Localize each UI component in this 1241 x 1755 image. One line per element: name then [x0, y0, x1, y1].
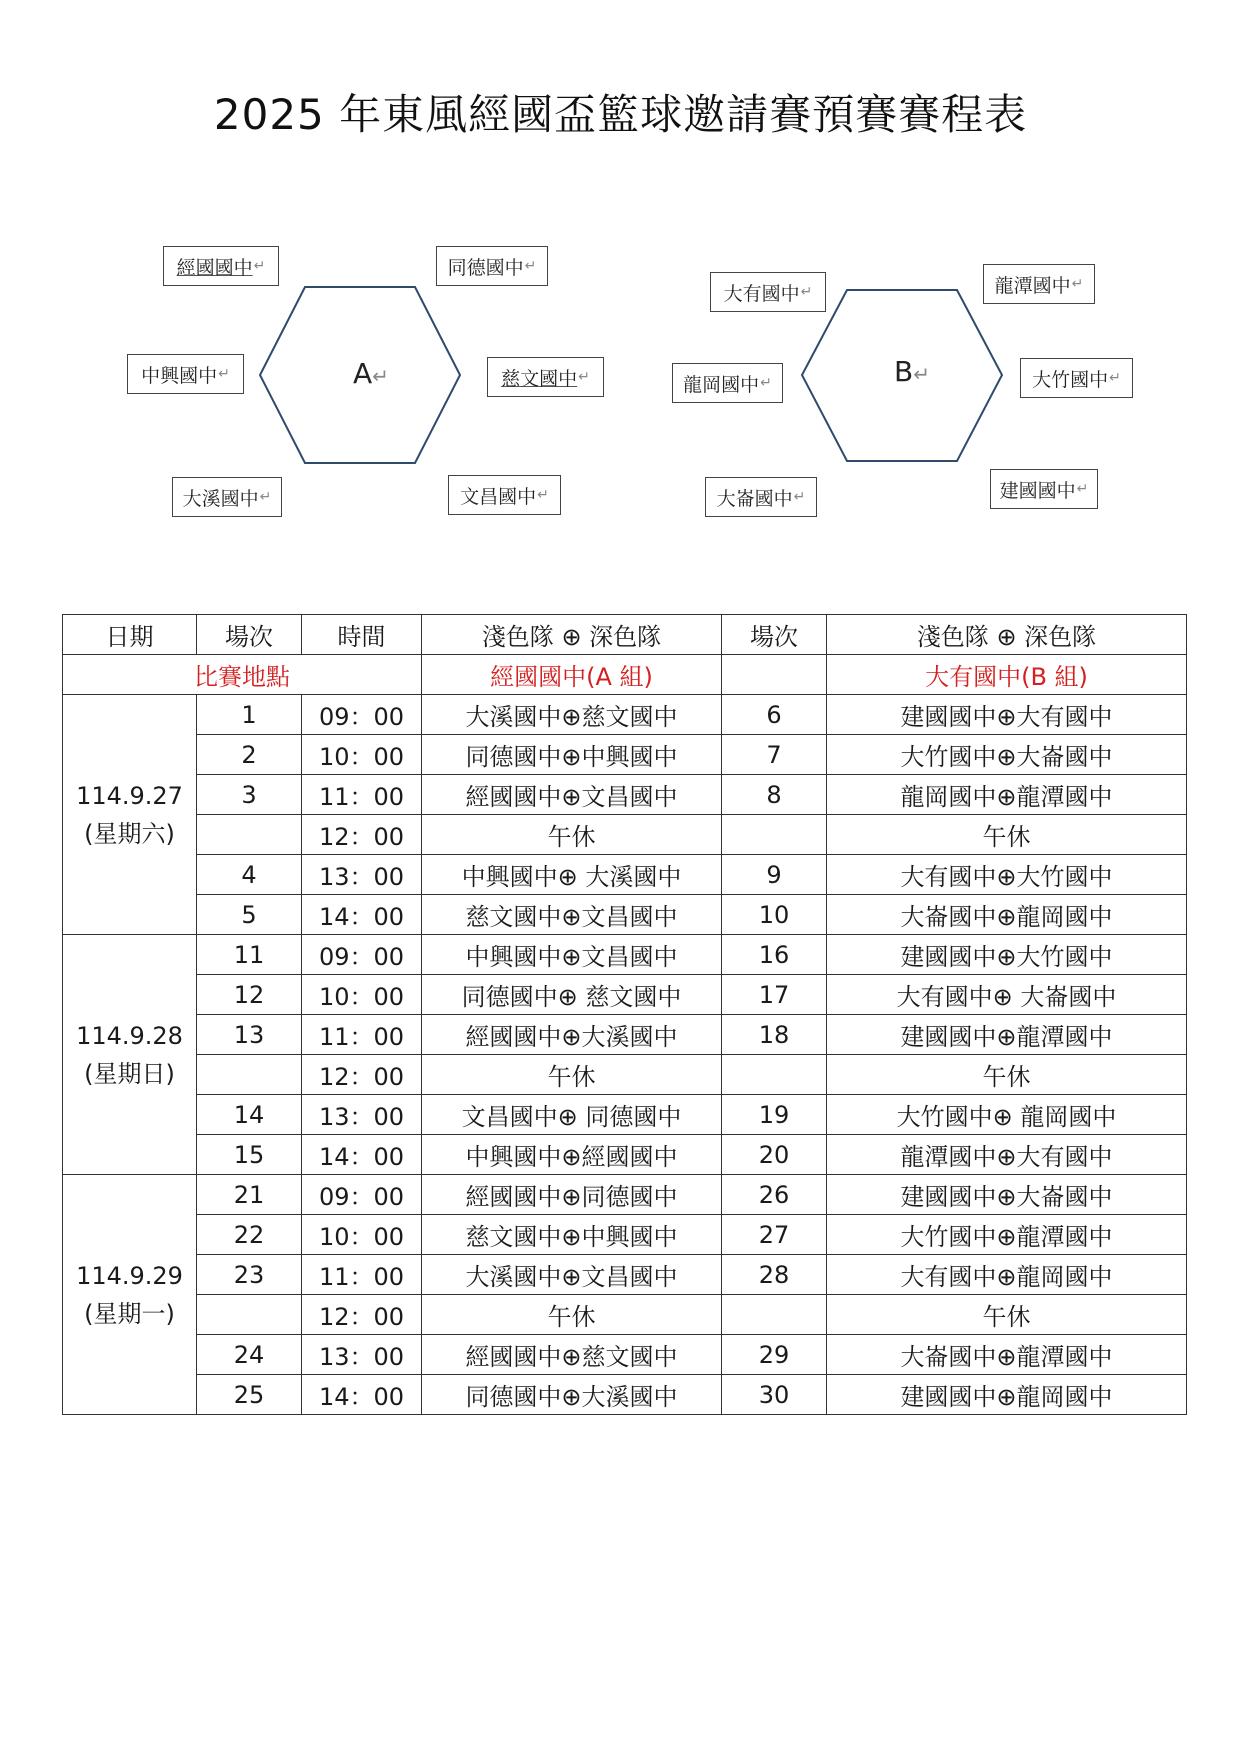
game-number-b: 9	[722, 855, 827, 895]
venue-row	[63, 655, 1187, 695]
game-number-a	[197, 1295, 302, 1335]
match-a: 午休	[422, 1295, 722, 1335]
table-row	[63, 1295, 1187, 1335]
game-time: 13：00	[302, 855, 422, 895]
game-number-b: 18	[722, 1015, 827, 1055]
team-box: 大竹國中 ↵	[1020, 358, 1133, 398]
group-diagram	[0, 0, 1241, 560]
match-b: 建國國中⊕大竹國中	[827, 935, 1187, 975]
game-number-a	[197, 815, 302, 855]
table-row	[63, 895, 1187, 935]
weekday-text: (星期六)	[84, 819, 175, 848]
group-a-label: A↵	[353, 357, 389, 390]
date-text: 114.9.29	[76, 1261, 183, 1290]
game-number-a: 5	[197, 895, 302, 935]
team-box: 大有國中 ↵	[710, 272, 826, 312]
table-row	[63, 1215, 1187, 1255]
match-b: 午休	[827, 1295, 1187, 1335]
table-row	[63, 775, 1187, 815]
table-row	[63, 1375, 1187, 1415]
venue-b: 大有國中(B 組)	[827, 655, 1187, 695]
team-box: 大溪國中 ↵	[172, 477, 282, 517]
table-row	[63, 1135, 1187, 1175]
match-a: 同德國中⊕大溪國中	[422, 1375, 722, 1415]
game-number-a: 22	[197, 1215, 302, 1255]
match-a: 文昌國中⊕ 同德國中	[422, 1095, 722, 1135]
column-header: 場次	[197, 615, 302, 655]
game-number-b	[722, 815, 827, 855]
match-b: 龍岡國中⊕龍潭國中	[827, 775, 1187, 815]
game-time: 09：00	[302, 695, 422, 735]
weekday-text: (星期日)	[84, 1059, 175, 1088]
game-number-b: 10	[722, 895, 827, 935]
date-text: 114.9.27	[76, 781, 183, 810]
match-a: 慈文國中⊕文昌國中	[422, 895, 722, 935]
game-number-b: 28	[722, 1255, 827, 1295]
game-number-b: 19	[722, 1095, 827, 1135]
empty-cell	[722, 655, 827, 695]
venue-label: 比賽地點	[63, 655, 422, 695]
team-box: 建國國中 ↵	[990, 469, 1098, 509]
match-a: 經國國中⊕同德國中	[422, 1175, 722, 1215]
match-b: 大崙國中⊕龍潭國中	[827, 1335, 1187, 1375]
table-row	[63, 975, 1187, 1015]
table-row	[63, 855, 1187, 895]
match-a: 經國國中⊕大溪國中	[422, 1015, 722, 1055]
page-title: 2025 年東風經國盃籃球邀請賽預賽賽程表	[213, 90, 1028, 139]
team-box: 龍岡國中 ↵	[672, 363, 783, 403]
match-b: 大有國中⊕龍岡國中	[827, 1255, 1187, 1295]
match-b: 大竹國中⊕大崙國中	[827, 735, 1187, 775]
table-row	[63, 815, 1187, 855]
match-b: 午休	[827, 1055, 1187, 1095]
match-a: 中興國中⊕文昌國中	[422, 935, 722, 975]
group-b-label: B↵	[894, 355, 930, 388]
table-row	[63, 1255, 1187, 1295]
team-box: 慈文國中 ↵	[487, 357, 604, 397]
game-time: 11：00	[302, 1255, 422, 1295]
game-time: 11：00	[302, 775, 422, 815]
header-row	[63, 615, 1187, 655]
game-number-a: 23	[197, 1255, 302, 1295]
game-number-b: 8	[722, 775, 827, 815]
game-time: 12：00	[302, 1295, 422, 1335]
game-time: 11：00	[302, 1015, 422, 1055]
game-number-b: 30	[722, 1375, 827, 1415]
team-box: 大崙國中 ↵	[705, 477, 817, 517]
match-b: 大有國中⊕大竹國中	[827, 855, 1187, 895]
game-number-a: 14	[197, 1095, 302, 1135]
match-b: 建國國中⊕龍岡國中	[827, 1375, 1187, 1415]
match-a: 經國國中⊕慈文國中	[422, 1335, 722, 1375]
game-number-a: 1	[197, 695, 302, 735]
schedule-body	[63, 695, 1187, 1415]
column-header: 淺色隊 ⊕ 深色隊	[422, 615, 722, 655]
game-number-b: 29	[722, 1335, 827, 1375]
match-b: 建國國中⊕龍潭國中	[827, 1015, 1187, 1055]
match-b: 大竹國中⊕龍潭國中	[827, 1215, 1187, 1255]
match-b: 大有國中⊕ 大崙國中	[827, 975, 1187, 1015]
game-number-b: 26	[722, 1175, 827, 1215]
match-b: 建國國中⊕大有國中	[827, 695, 1187, 735]
weekday-text: (星期一)	[84, 1299, 175, 1328]
game-number-a: 24	[197, 1335, 302, 1375]
game-time: 14：00	[302, 1135, 422, 1175]
game-number-a: 11	[197, 935, 302, 975]
team-box: 同德國中 ↵	[436, 246, 548, 286]
team-box: 龍潭國中 ↵	[983, 264, 1095, 304]
date-text: 114.9.28	[76, 1021, 183, 1050]
match-b: 大崙國中⊕龍岡國中	[827, 895, 1187, 935]
game-time: 10：00	[302, 975, 422, 1015]
game-number-b: 6	[722, 695, 827, 735]
team-box: 中興國中 ↵	[127, 354, 244, 394]
column-header: 時間	[302, 615, 422, 655]
table-row	[63, 1015, 1187, 1055]
team-box: 文昌國中 ↵	[448, 475, 561, 515]
team-box: 經國國中 ↵	[163, 246, 279, 286]
game-time: 09：00	[302, 935, 422, 975]
match-a: 經國國中⊕文昌國中	[422, 775, 722, 815]
game-number-a	[197, 1055, 302, 1095]
match-a: 午休	[422, 1055, 722, 1095]
column-header: 日期	[63, 615, 197, 655]
game-time: 13：00	[302, 1335, 422, 1375]
game-number-b: 20	[722, 1135, 827, 1175]
date-cell	[63, 695, 197, 935]
column-header: 場次	[722, 615, 827, 655]
table-row	[63, 1095, 1187, 1135]
match-a: 慈文國中⊕中興國中	[422, 1215, 722, 1255]
match-a: 大溪國中⊕慈文國中	[422, 695, 722, 735]
game-number-b	[722, 1295, 827, 1335]
game-number-b: 7	[722, 735, 827, 775]
game-number-a: 21	[197, 1175, 302, 1215]
date-cell	[63, 935, 197, 1175]
table-row	[63, 935, 1187, 975]
game-number-a: 4	[197, 855, 302, 895]
game-number-a: 25	[197, 1375, 302, 1415]
match-b: 龍潭國中⊕大有國中	[827, 1135, 1187, 1175]
match-b: 建國國中⊕大崙國中	[827, 1175, 1187, 1215]
column-header: 淺色隊 ⊕ 深色隊	[827, 615, 1187, 655]
table-row	[63, 735, 1187, 775]
game-time: 14：00	[302, 1375, 422, 1415]
game-number-a: 15	[197, 1135, 302, 1175]
game-time: 10：00	[302, 735, 422, 775]
game-number-a: 3	[197, 775, 302, 815]
game-time: 13：00	[302, 1095, 422, 1135]
match-b: 大竹國中⊕ 龍岡國中	[827, 1095, 1187, 1135]
table-row	[63, 695, 1187, 735]
match-a: 同德國中⊕ 慈文國中	[422, 975, 722, 1015]
game-number-b: 27	[722, 1215, 827, 1255]
date-cell	[63, 1175, 197, 1415]
match-a: 午休	[422, 815, 722, 855]
match-a: 大溪國中⊕文昌國中	[422, 1255, 722, 1295]
game-time: 12：00	[302, 815, 422, 855]
table-row	[63, 1175, 1187, 1215]
game-number-a: 2	[197, 735, 302, 775]
schedule-table	[62, 614, 1187, 1415]
table-row	[63, 1055, 1187, 1095]
match-a: 中興國中⊕ 大溪國中	[422, 855, 722, 895]
game-time: 14：00	[302, 895, 422, 935]
match-a: 中興國中⊕經國國中	[422, 1135, 722, 1175]
venue-a: 經國國中(A 組)	[422, 655, 722, 695]
game-number-a: 12	[197, 975, 302, 1015]
game-time: 09：00	[302, 1175, 422, 1215]
match-b: 午休	[827, 815, 1187, 855]
game-time: 12：00	[302, 1055, 422, 1095]
table-row	[63, 1335, 1187, 1375]
match-a: 同德國中⊕中興國中	[422, 735, 722, 775]
game-number-b: 17	[722, 975, 827, 1015]
game-number-b	[722, 1055, 827, 1095]
game-time: 10：00	[302, 1215, 422, 1255]
game-number-a: 13	[197, 1015, 302, 1055]
game-number-b: 16	[722, 935, 827, 975]
